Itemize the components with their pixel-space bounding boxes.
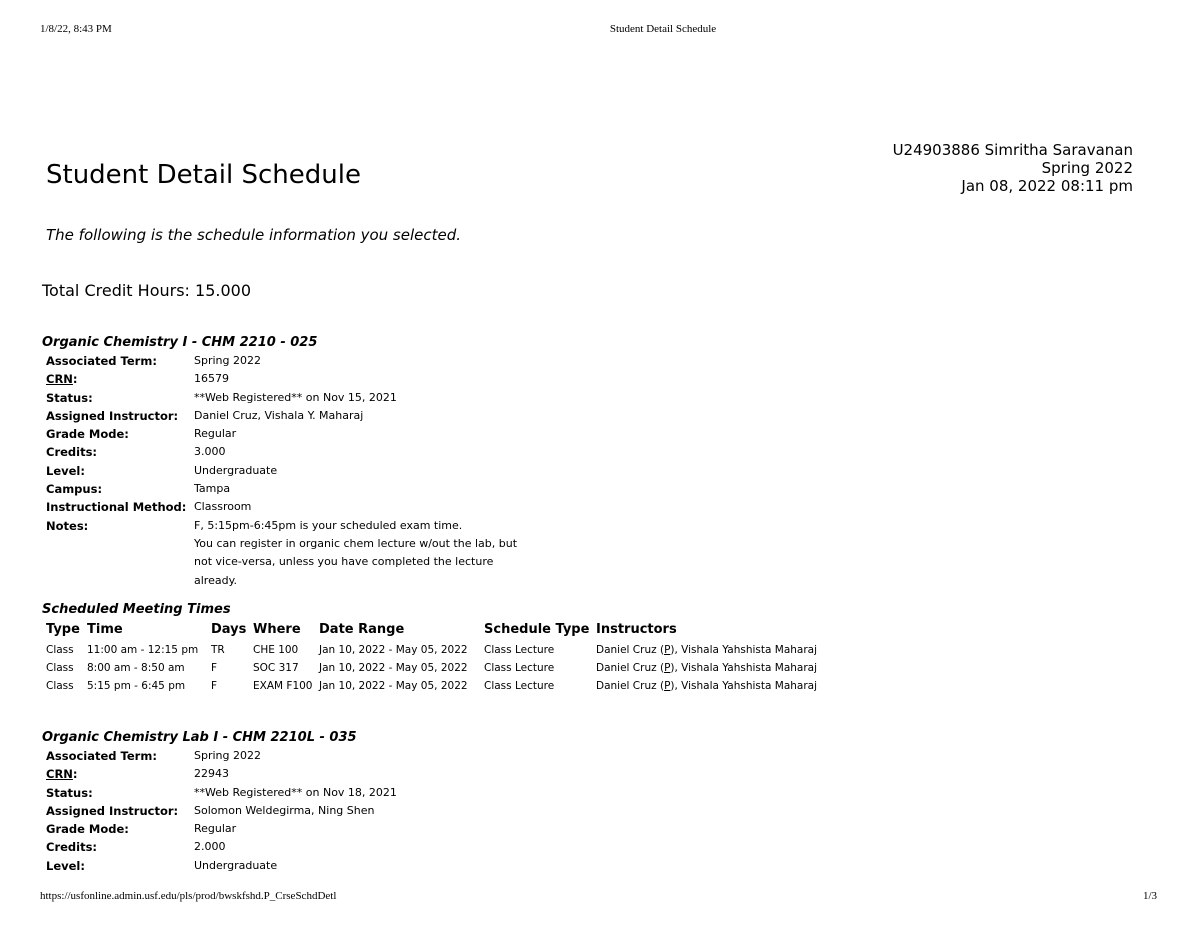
label-status: Status: bbox=[46, 390, 93, 405]
value-method: Classroom bbox=[194, 500, 252, 514]
value-campus: Tampa bbox=[194, 482, 231, 496]
info-row-notes bbox=[46, 519, 517, 592]
info-row-term bbox=[46, 749, 397, 767]
print-footer-url: https://usfonline.admin.usf.edu/pls/prod/bwskfshd.P_CrseSchdDetl bbox=[40, 890, 337, 902]
notes-line: already. bbox=[194, 573, 238, 587]
header-time: Time bbox=[87, 622, 123, 637]
label-grade-mode: Grade Mode: bbox=[46, 822, 129, 837]
label-term: Associated Term: bbox=[46, 749, 157, 763]
label-instructor: Assigned Instructor: bbox=[46, 803, 179, 818]
info-row-status bbox=[46, 786, 397, 804]
course-info-table bbox=[46, 749, 397, 877]
course-title: Organic Chemistry I - CHM 2210 - 025 bbox=[42, 335, 318, 350]
row-type: Class bbox=[46, 662, 74, 674]
row-time: 5:15 pm - 6:45 pm bbox=[87, 680, 186, 692]
header-date-range: Date Range bbox=[319, 622, 405, 637]
info-row-campus bbox=[46, 482, 517, 500]
value-level: Undergraduate bbox=[194, 858, 278, 872]
primary-instructor-marker: P bbox=[664, 644, 671, 656]
instructor-text: ), Vishala Yahshista Maharaj bbox=[670, 662, 818, 674]
row-type: Class bbox=[46, 680, 74, 692]
info-row-term bbox=[46, 354, 517, 372]
value-notes bbox=[194, 519, 517, 592]
value-grade-mode: Regular bbox=[194, 822, 237, 836]
value-term: Spring 2022 bbox=[194, 354, 261, 367]
primary-instructor-marker: P bbox=[664, 662, 671, 674]
instructor-text: Daniel Cruz ( bbox=[596, 680, 665, 692]
row-schedule-type: Class Lecture bbox=[484, 662, 555, 674]
row-where: SOC 317 bbox=[253, 662, 299, 674]
value-status: **Web Registered** on Nov 15, 2021 bbox=[194, 390, 397, 404]
value-crn: 16579 bbox=[194, 372, 229, 386]
row-where: EXAM F100 bbox=[253, 680, 313, 692]
info-row-crn bbox=[46, 767, 397, 785]
notes-line: You can register in organic chem lecture w/out the lab, but bbox=[194, 536, 518, 550]
label-crn bbox=[46, 767, 194, 785]
course-info-table bbox=[46, 354, 517, 592]
row-schedule-type: Class Lecture bbox=[484, 644, 555, 656]
crn-colon: : bbox=[72, 767, 78, 782]
row-type: Class bbox=[46, 644, 74, 656]
value-instructor: Daniel Cruz, Vishala Y. Maharaj bbox=[194, 408, 364, 422]
value-status: **Web Registered** on Nov 18, 2021 bbox=[194, 785, 397, 799]
intro-text: The following is the schedule information you selected. bbox=[46, 226, 462, 244]
course-title: Organic Chemistry Lab I - CHM 2210L - 035 bbox=[42, 730, 357, 745]
info-row-instructor bbox=[46, 409, 517, 427]
row-date-range: Jan 10, 2022 - May 05, 2022 bbox=[319, 644, 468, 656]
info-row-credits bbox=[46, 445, 517, 463]
value-term: Spring 2022 bbox=[194, 749, 261, 762]
crn-colon: : bbox=[72, 372, 78, 387]
print-header-title: Student Detail Schedule bbox=[609, 23, 717, 35]
value-credits: 3.000 bbox=[194, 445, 226, 459]
meeting-times-title: Scheduled Meeting Times bbox=[42, 602, 231, 617]
row-time: 11:00 am - 12:15 pm bbox=[87, 644, 199, 656]
info-row-level bbox=[46, 464, 517, 482]
value-level: Undergraduate bbox=[194, 463, 278, 477]
info-row-status bbox=[46, 391, 517, 409]
crn-link[interactable]: CRN bbox=[46, 372, 73, 387]
info-row-crn bbox=[46, 372, 517, 390]
row-instructors bbox=[596, 680, 817, 692]
crn-link[interactable]: CRN bbox=[46, 767, 73, 782]
user-info bbox=[893, 141, 1133, 195]
label-credits: Credits: bbox=[46, 840, 98, 855]
label-level: Level: bbox=[46, 858, 85, 873]
label-notes: Notes: bbox=[46, 518, 89, 533]
value-grade-mode: Regular bbox=[194, 427, 237, 441]
label-crn bbox=[46, 372, 194, 390]
header-instructors: Instructors bbox=[596, 622, 677, 637]
row-time: 8:00 am - 8:50 am bbox=[87, 662, 185, 674]
print-page-number: 1/3 bbox=[1143, 890, 1158, 902]
row-date-range: Jan 10, 2022 - May 05, 2022 bbox=[319, 662, 468, 674]
info-row-instructor bbox=[46, 804, 397, 822]
user-datetime: Jan 08, 2022 08:11 pm bbox=[961, 177, 1133, 195]
label-instructor: Assigned Instructor: bbox=[46, 408, 179, 423]
value-instructor: Solomon Weldegirma, Ning Shen bbox=[194, 803, 375, 817]
info-row-credits bbox=[46, 840, 397, 858]
header-days: Days bbox=[211, 622, 247, 637]
total-credit-hours: Total Credit Hours: 15.000 bbox=[42, 281, 251, 300]
row-instructors bbox=[596, 644, 817, 656]
row-days: F bbox=[211, 680, 218, 692]
meeting-times-table bbox=[46, 622, 866, 702]
user-term: Spring 2022 bbox=[1041, 159, 1133, 177]
row-schedule-type: Class Lecture bbox=[484, 680, 555, 692]
row-date-range: Jan 10, 2022 - May 05, 2022 bbox=[319, 680, 468, 692]
print-date: 1/8/22, 8:43 PM bbox=[40, 23, 112, 35]
notes-line: not vice-versa, unless you have completed the lecture bbox=[194, 555, 494, 569]
label-term: Associated Term: bbox=[46, 354, 157, 368]
instructor-text: ), Vishala Yahshista Maharaj bbox=[670, 644, 818, 656]
page-title: Student Detail Schedule bbox=[46, 160, 361, 190]
header-where: Where bbox=[253, 622, 301, 637]
label-grade-mode: Grade Mode: bbox=[46, 427, 129, 442]
row-days: TR bbox=[211, 644, 225, 656]
value-crn: 22943 bbox=[194, 767, 229, 781]
header-schedule-type: Schedule Type bbox=[484, 622, 590, 637]
value-credits: 2.000 bbox=[194, 840, 226, 854]
info-row-level bbox=[46, 859, 397, 877]
header-type: Type bbox=[46, 622, 80, 637]
info-row-method bbox=[46, 500, 517, 518]
label-method: Instructional Method: bbox=[46, 500, 187, 515]
instructor-text: Daniel Cruz ( bbox=[596, 644, 665, 656]
label-campus: Campus: bbox=[46, 482, 103, 497]
info-row-grade-mode bbox=[46, 427, 517, 445]
row-where: CHE 100 bbox=[253, 644, 299, 656]
label-level: Level: bbox=[46, 463, 85, 478]
instructor-text: Daniel Cruz ( bbox=[596, 662, 665, 674]
row-instructors bbox=[596, 662, 817, 674]
row-days: F bbox=[211, 662, 218, 674]
info-row-grade-mode bbox=[46, 822, 397, 840]
notes-line: F, 5:15pm-6:45pm is your scheduled exam time. bbox=[194, 518, 463, 532]
instructor-text: ), Vishala Yahshista Maharaj bbox=[670, 680, 818, 692]
label-credits: Credits: bbox=[46, 445, 98, 460]
label-status: Status: bbox=[46, 785, 93, 800]
primary-instructor-marker: P bbox=[664, 680, 671, 692]
user-id-name: U24903886 Simritha Saravanan bbox=[892, 141, 1133, 159]
